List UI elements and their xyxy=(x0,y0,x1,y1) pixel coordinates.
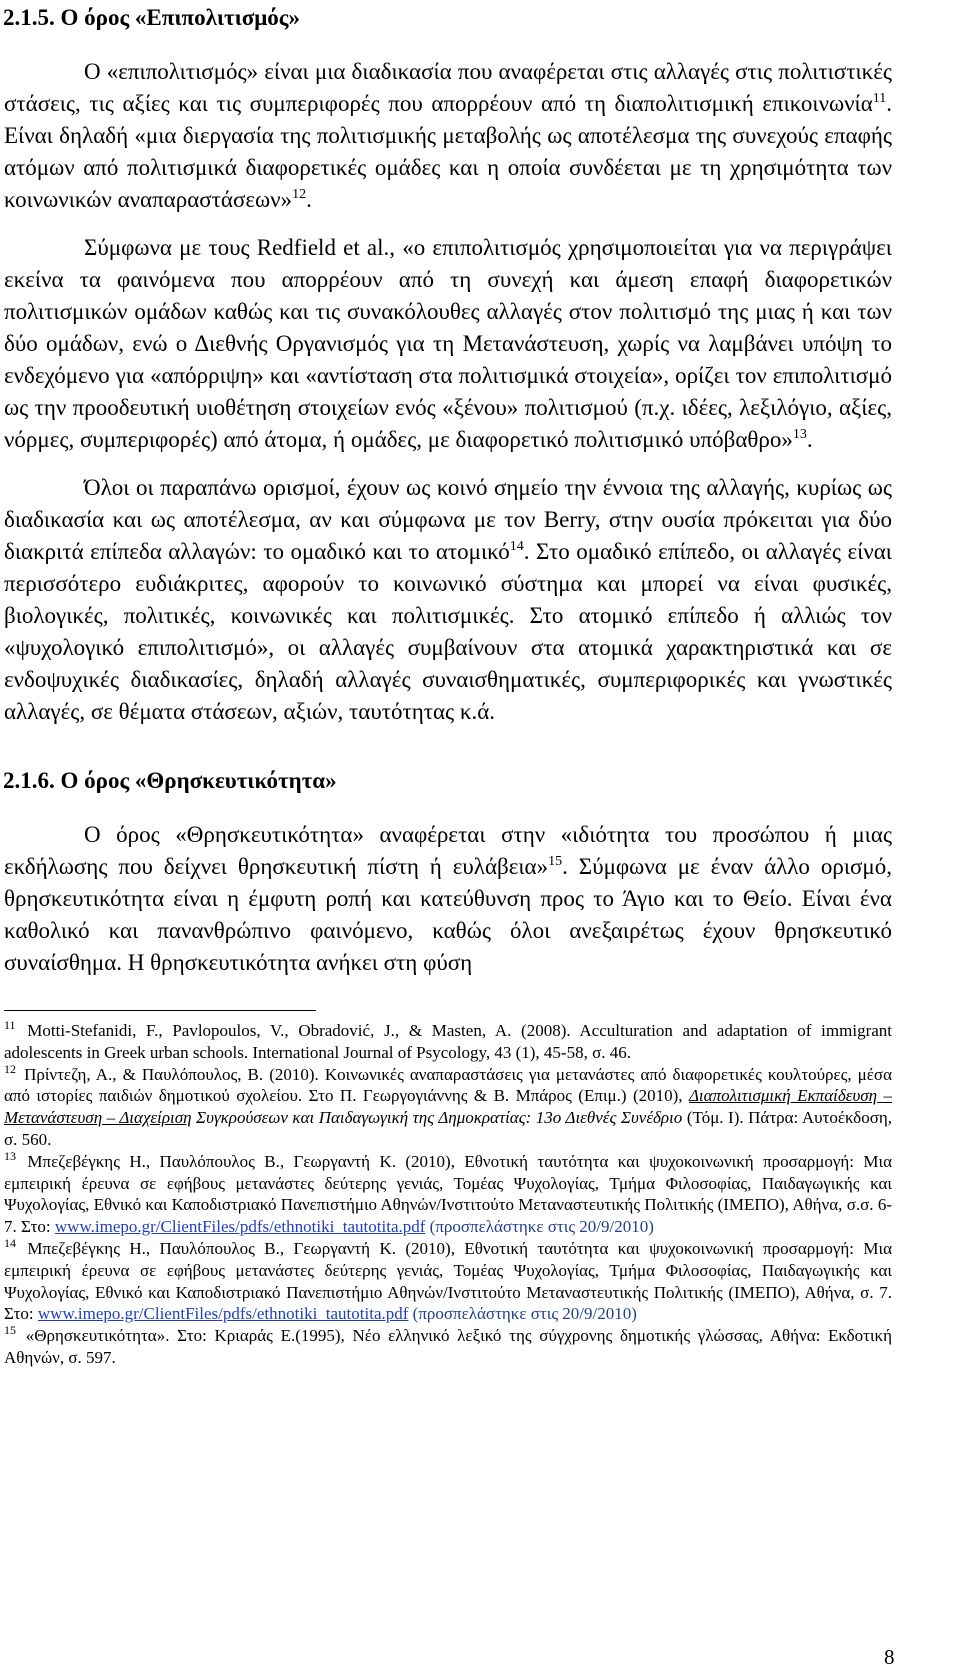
footnote-12-title-underlined: Διαπολιτισμική Εκπαίδευση – Μετανάστευση – Διαχείριση xyxy=(4,1086,892,1128)
paragraph-acculturation-definition: Ο «επιπολιτισμός» είναι μια διαδικασία που αναφέρεται στις αλλαγές στις πολιτιστικές στάσεις, τις αξίες και τις συμπεριφορές που απορρέουν από τη διαπολιτισμική επικοινωνία$^{11}$. Είναι δηλαδή «μια διεργασία της πολιτισμικής μεταβολής ως αποτέλεσμα της συνεχούς επαφής ατόμων από πολιτισμικά διαφορετικές ομάδες και η οποία συνδέεται με τη χρησιμότητα των κοινωνικών αναπαραστάσεων»$^{12}$. xyxy=(4,59,892,212)
footnote-12: $^{12}$ Πρίντεζη, Α., & Παυλόπουλος, Β. (2010). Κοινωνικές αναπαραστάσεις για μετανάστες από διαφορετικές κουλτούρες, μέσα από ιστορίες παιδιών δημοτικού σχολείου. Στο Π. Γεωργογιάννης & Β. Μπάρος (Επιμ.) (2010), Διαπολιτισμική Εκπαίδευση – Μετανάστευση – Διαχείριση Συγκρούσεων και Παιδαγωγική της Δημοκρατίας: 13ο Διεθνές Συνέδριο (Τόμ. Ι). Πάτρα: Αυτοέκδοση, σ. 560. xyxy=(4,1061,892,1149)
footnote-12-title: Συγκρούσεων και Παιδαγωγική της Δημοκρατίας: 13ο Διεθνές Συνέδριο xyxy=(191,1108,683,1128)
footnotes xyxy=(4,1020,892,1369)
section-heading-acculturation: 2.1.5. Ο όρος «Επιπολιτισμός» xyxy=(3,5,300,30)
footnote-15: $^{15}$ «Θρησκευτικότητα». Στο: Κριαράς Ε.(1995), Νέο ελληνικό λεξικό της σύγχρονης δημοτικής γλώσσας, Αθήνα: Εκδοτική Αθηνών, σ. 597. xyxy=(4,1323,892,1367)
footnote-11: $^{11}$ Motti-Stefanidi, F., Pavlopoulos, V., Obradović, J., & Masten, A. (2008). Acculturation and adaptation of immigrant adolescents in Greek urban schools. International Journal of Psycology, 43 (1), 45-58, σ. 46. xyxy=(4,1018,892,1062)
footnote-ref-12[interactable]: 12 xyxy=(292,187,307,202)
footnote-ref-14[interactable]: 14 xyxy=(509,539,524,554)
footnote-separator xyxy=(4,1010,316,1011)
paragraph-redfield: Σύμφωνα με τους Redfield et al., «ο επιπολιτισμός χρησιμοποιείται για να περιγράψει εκείνα τα φαινόμενα που απορρέουν από τη συνεχή και άμεση επαφή διαφορετικών πολιτισμικών ομάδων καθώς και τις συνακόλουθες αλλαγές στον πολιτισμό της μιας ή και των δύο ομάδων, ενώ ο Διεθνής Οργανισμός για τη Μετανάστευση, χωρίς να λαμβάνει υπόψη το ενδεχόμενο για «απόρριψη» και «αντίσταση στα πολιτισμικά στοιχεία», ορίζει τον επιπολιτισμό ως την προοδευτική υιοθέτηση στοιχείων ενός «ξένου» πολιτισμού (π.χ. ιδέες, λεξιλόγιο, αξίες, νόρμες, συμπεριφορές) από άτομα, ή ομάδες, με διαφορετικό πολιτισμικό υπόβαθρο»$^{13}$. xyxy=(4,235,892,452)
footnote-13: $^{13}$ Μπεζεβέγκης Η., Παυλόπουλος Β., Γεωργαντή Κ. (2010), Εθνοτική ταυτότητα και ψυχοκοινωνική προσαρμογή: Μια εμπειρική έρευνα σε εφήβους μετανάστες δεύτερης γενιάς, Τομέας Ψυχολογίας, Τμήμα Φιλοσοφίας, Παιδαγωγικής και Ψυχολογίας, Εθνικό και Καποδιστριακό Πανεπιστήμιο Αθηνών/Ινστιτούτο Μεταναστευτικής Πολιτικής (ΙΜΕΠΟ), Αθήνα, σ.σ. 6-7. Στο: www.imepo.gr/ClientFiles/pdfs/ethnotiki_tautotita.pdf (προσπελάστηκε στις 20/9/2010) xyxy=(4,1148,892,1237)
page-number: 8 xyxy=(884,1645,895,1669)
footnote-13-link[interactable]: www.imepo.gr/ClientFiles/pdfs/ethnotiki_tautotita.pdf xyxy=(54,1217,426,1237)
section-heading-religiosity: 2.1.6. Ο όρος «Θρησκευτικότητα» xyxy=(3,768,337,793)
footnote-ref-13[interactable]: 13 xyxy=(792,427,807,442)
footnote-14-link[interactable]: www.imepo.gr/ClientFiles/pdfs/ethnotiki_tautotita.pdf xyxy=(37,1304,409,1324)
footnote-ref-11[interactable]: 11 xyxy=(872,91,887,106)
paragraph-religiosity: Ο όρος «Θρησκευτικότητα» αναφέρεται στην «ιδιότητα του προσώπου ή μιας εκδήλωσης που δείχνει θρησκευτική πίστη ή ευλάβεια»$^{15}$. Σύμφωνα με έναν άλλο ορισμό, θρησκευτικότητα είναι η έμφυτη ροπή και κατεύθυνση προς το Άγιο και το Θείο. Είναι ένα καθολικό και πανανθρώπινο φαινόμενο, καθώς όλοι ανεξαιρέτως έχουν θρησκευτικό συναίσθημα. Η θρησκευτικότητα ανήκει στη φύση xyxy=(4,822,892,975)
paragraph-berry: Όλοι οι παραπάνω ορισμοί, έχουν ως κοινό σημείο την έννοια της αλλαγής, κυρίως ως διαδικασία και ως αποτέλεσμα, αν και σύμφωνα με τον Berry, στην ουσία πρόκειται για δύο διακριτά επίπεδα αλλαγών: το ομαδικό και το ατομικό$^{14}$. Στο ομαδικό επίπεδο, οι αλλαγές είναι περισσότερο ευδιάκριτες, αφορούν το κοινωνικό σύστημα και μπορεί να είναι φυσικές, βιολογικές, πολιτικές, κοινωνικές και πολιτισμικές. Στο ατομικό επίπεδο ή αλλιώς τον «ψυχολογικό επιπολιτισμό», οι αλλαγές συμβαίνουν στα ατομικά χαρακτηριστικά και σε ενδοψυχικές διαδικασίες, δηλαδή αλλαγές συναισθηματικές, συμπεριφορικές και γνωστικές αλλαγές, σε θέματα στάσεων, αξιών, ταυτότητας κ.ά. xyxy=(4,475,892,724)
footnote-ref-15[interactable]: 15 xyxy=(548,854,563,869)
footnote-14: $^{14}$ Μπεζεβέγκης Η., Παυλόπουλος Β., Γεωργαντή Κ. (2010), Εθνοτική ταυτότητα και ψυχοκοινωνική προσαρμογή: Μια εμπειρική έρευνα σε εφήβους μετανάστες δεύτερης γενιάς, Τομέας Ψυχολογίας, Τμήμα Φιλοσοφίας, Παιδαγωγικής και Ψυχολογίας, Εθνικό και Καποδιστριακό Πανεπιστήμιο Αθηνών/Ινστιτούτο Μεταναστευτικής Πολιτικής (ΙΜΕΠΟ), Αθήνα, σ. 7. Στο: www.imepo.gr/ClientFiles/pdfs/ethnotiki_tautotita.pdf (προσπελάστηκε στις 20/9/2010) xyxy=(4,1235,892,1324)
